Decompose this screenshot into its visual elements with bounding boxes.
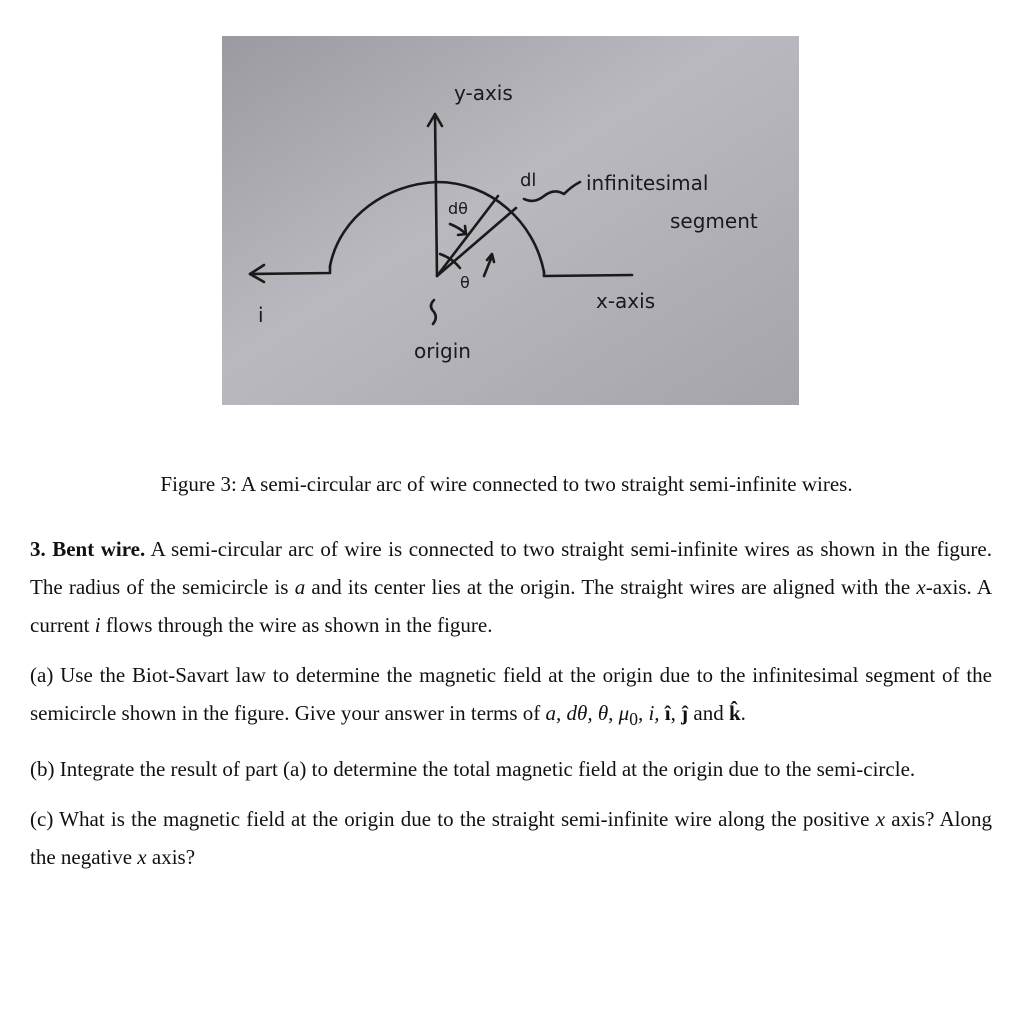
- var-i: i: [94, 613, 101, 637]
- figure-caption: Figure 3: A semi-circular arc of wire connected to two straight semi-infinite wires.: [160, 472, 853, 496]
- part-a-end: .: [740, 701, 746, 725]
- dtheta-label: dθ: [448, 199, 468, 218]
- intro-text-1: A semi-circular arc of wire is connected to two straight semi-infinite wires as shown in the figure. The radius of the semicircle is: [30, 537, 992, 599]
- part-a-vars: a, dθ, θ, μ: [545, 701, 630, 725]
- part-a-and: and: [688, 701, 729, 725]
- intro-text-3: -axis. A current: [30, 575, 992, 637]
- part-a-text: (a) Use the Biot-Savart law to determine the magnetic field at the origin due to the infinitesimal segment of the semicircle shown in the figure. Give your answer in terms of: [30, 663, 992, 725]
- part-a: [30, 656, 992, 738]
- dl-label: dl: [520, 170, 537, 191]
- var-a: a: [294, 575, 306, 599]
- unit-vector-j: ĵ: [681, 701, 689, 725]
- x-axis-label: x-axis: [596, 289, 656, 313]
- intro-text-4: flows through the wire as shown in the figure.: [100, 613, 493, 637]
- problem-title: Bent wire.: [52, 537, 146, 561]
- y-axis-label: y-axis: [454, 81, 513, 105]
- current-label: i: [258, 303, 264, 327]
- origin-label: origin: [414, 339, 471, 363]
- intro-text-2: and its center lies at the origin. The straight wires are aligned with the: [305, 575, 917, 599]
- hand-drawn-sketch: [222, 36, 799, 405]
- problem-3: [30, 530, 992, 888]
- part-a-mu-subscript: 0: [629, 709, 638, 730]
- part-c-var-x-1: x: [875, 807, 886, 832]
- problem-intro: [30, 530, 992, 644]
- unit-vector-i: î: [664, 701, 671, 725]
- part-b: (b) Integrate the result of part (a) to determine the total magnetic field at the origin due to the semi-circle.: [30, 757, 916, 782]
- part-c: [30, 800, 992, 876]
- var-x: x: [916, 575, 926, 599]
- part-a-comma: ,: [670, 701, 682, 725]
- part-a-vars-2: , i,: [637, 701, 665, 725]
- unit-vector-k: k̂: [728, 701, 741, 725]
- part-c-var-x-2: x: [137, 845, 147, 870]
- infinitesimal-label: infinitesimal: [586, 171, 709, 195]
- theta-label: θ: [460, 273, 470, 292]
- figure-photo: [222, 36, 799, 405]
- part-c-text-3: axis?: [146, 845, 196, 870]
- segment-label: segment: [670, 209, 758, 233]
- part-c-text-2: axis? Along the negative: [30, 807, 993, 870]
- problem-number: 3.: [30, 537, 46, 561]
- part-c-text-1: (c) What is the magnetic field at the origin due to the straight semi-infinite wire along the positive: [30, 807, 876, 832]
